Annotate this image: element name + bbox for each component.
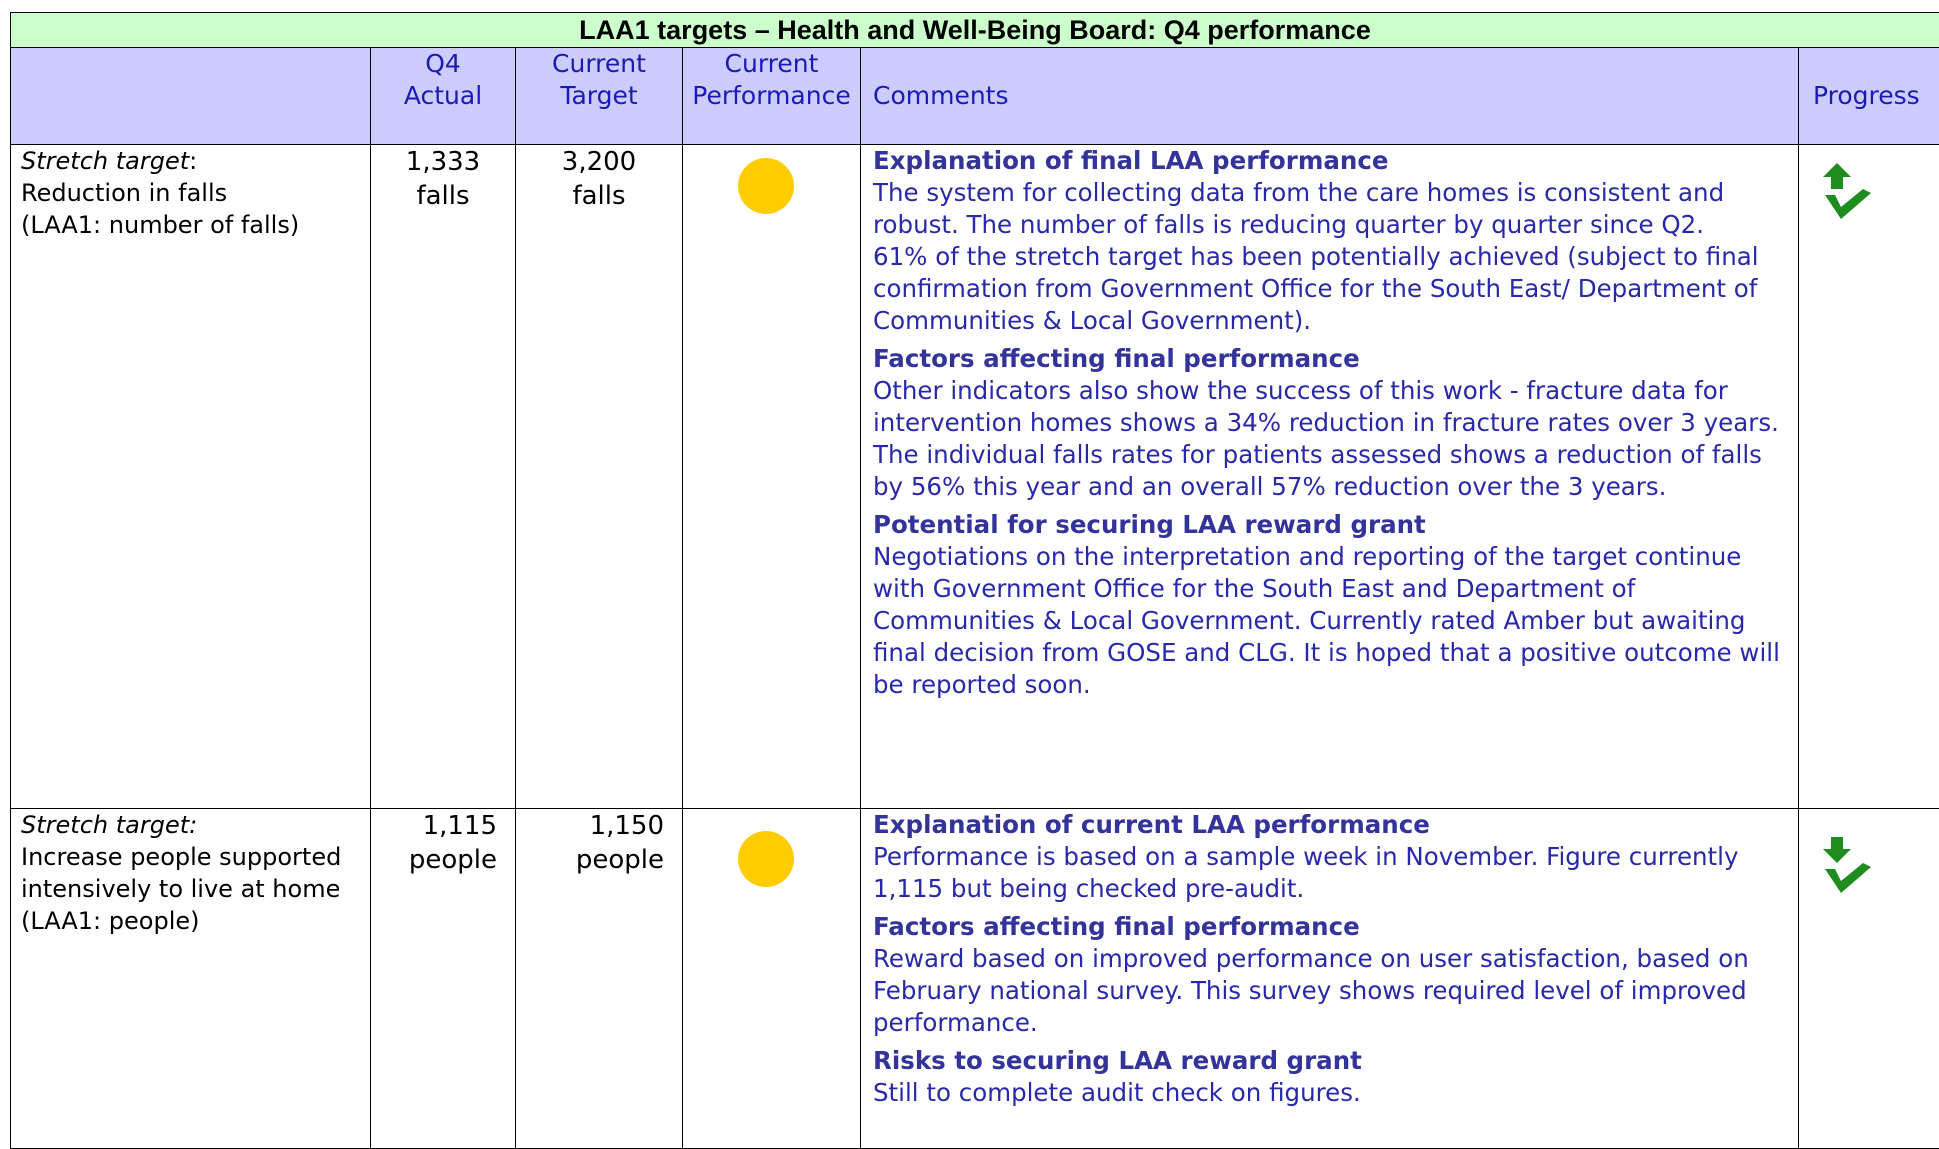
- performance-cell: [683, 809, 861, 1149]
- comment-heading: Explanation of current LAA performance: [873, 809, 1790, 841]
- current-target-unit: falls: [516, 179, 682, 213]
- header-current-target: [516, 48, 683, 145]
- q4-actual-value: 1,333: [371, 145, 515, 179]
- comments-cell: [861, 145, 1799, 809]
- header-row: [11, 48, 1939, 145]
- header-comments: Comments: [861, 48, 1799, 145]
- current-target-value: 1,150: [516, 809, 664, 843]
- performance-table: [10, 12, 1939, 1149]
- comment-heading: Risks to securing LAA reward grant: [873, 1045, 1790, 1077]
- measure-line: Increase people supported intensively to live at home: [21, 841, 370, 905]
- amber-status-dot: [738, 158, 794, 214]
- table-row: [11, 809, 1939, 1149]
- comment-paragraph: Performance is based on a sample week in November. Figure currently 1,115 but being checked pre-audit.: [873, 841, 1790, 905]
- measure-label: [21, 145, 370, 177]
- measure-label-text: Stretch target:: [21, 811, 197, 839]
- measure-label-text: Stretch target: [21, 147, 189, 175]
- measure-cell: [11, 809, 371, 1149]
- table-title: LAA1 targets – Health and Well-Being Board: Q4 performance: [11, 13, 1939, 48]
- header-q4-actual-line1: Q4: [371, 48, 515, 80]
- performance-cell: [683, 145, 861, 809]
- progress-cell: [1799, 145, 1939, 809]
- improving-arrow-tick-icon: [1823, 163, 1873, 221]
- q4-actual-cell: [371, 809, 516, 1149]
- progress-cell: [1799, 809, 1939, 1149]
- header-progress: Progress: [1799, 48, 1939, 145]
- comment-section: [873, 145, 1790, 337]
- comment-paragraph: Still to complete audit check on figures.: [873, 1077, 1790, 1109]
- comment-paragraph: Reward based on improved performance on user satisfaction, based on February national survey. This survey shows required level of improved performance.: [873, 943, 1790, 1039]
- header-measure: [11, 48, 371, 145]
- current-target-unit: people: [516, 843, 664, 877]
- measure-line: (LAA1: people): [21, 905, 370, 937]
- q4-actual-cell: [371, 145, 516, 809]
- measure-line: Reduction in falls: [21, 177, 370, 209]
- header-current-performance-line1: Current: [683, 48, 860, 80]
- header-current-performance: [683, 48, 861, 145]
- comment-heading: Factors affecting final performance: [873, 911, 1790, 943]
- comment-paragraph: Other indicators also show the success of this work - fracture data for intervention homes shows a 34% reduction in fracture rates over 3 years. The individual falls rates for patients assessed shows a reduction of falls by 56% this year and an overall 57% reduction over the 3 years.: [873, 375, 1790, 503]
- comment-heading: Potential for securing LAA reward grant: [873, 509, 1790, 541]
- comments-cell: [861, 809, 1799, 1149]
- amber-status-dot: [738, 831, 794, 887]
- header-current-target-line1: Current: [516, 48, 682, 80]
- table-row: [11, 145, 1939, 809]
- header-current-performance-line2: Performance: [683, 80, 860, 112]
- measure-line: (LAA1: number of falls): [21, 209, 370, 241]
- comment-paragraph: The system for collecting data from the care homes is consistent and robust. The number of falls is reducing quarter by quarter since Q2.: [873, 177, 1790, 241]
- current-target-cell: [516, 809, 683, 1149]
- q4-actual-unit: people: [371, 843, 497, 877]
- comment-section: [873, 509, 1790, 701]
- measure-label-suffix: :: [189, 147, 197, 175]
- header-q4-actual: [371, 48, 516, 145]
- measure-cell: [11, 145, 371, 809]
- current-target-cell: [516, 145, 683, 809]
- improving-arrow-tick-icon: [1823, 837, 1873, 895]
- header-current-target-line2: Target: [516, 80, 682, 112]
- header-q4-actual-line2: Actual: [371, 80, 515, 112]
- comment-paragraph: Negotiations on the interpretation and reporting of the target continue with Government Office for the South East and Department of Communities & Local Government. Currently rated Amber but awaiting final decision from GOSE and CLG. It is hoped that a positive outcome will be reported soon.: [873, 541, 1790, 701]
- q4-actual-unit: falls: [371, 179, 515, 213]
- q4-actual-value: 1,115: [371, 809, 497, 843]
- comment-section: [873, 343, 1790, 503]
- comment-section: [873, 911, 1790, 1039]
- comment-paragraph: 61% of the stretch target has been potentially achieved (subject to final confirmation from Government Office for the South East/ Department of Communities & Local Government).: [873, 241, 1790, 337]
- measure-label: [21, 809, 370, 841]
- comment-heading: Explanation of final LAA performance: [873, 145, 1790, 177]
- comment-section: [873, 809, 1790, 905]
- comment-section: [873, 1045, 1790, 1109]
- current-target-value: 3,200: [516, 145, 682, 179]
- performance-report: [10, 12, 1939, 1149]
- comment-heading: Factors affecting final performance: [873, 343, 1790, 375]
